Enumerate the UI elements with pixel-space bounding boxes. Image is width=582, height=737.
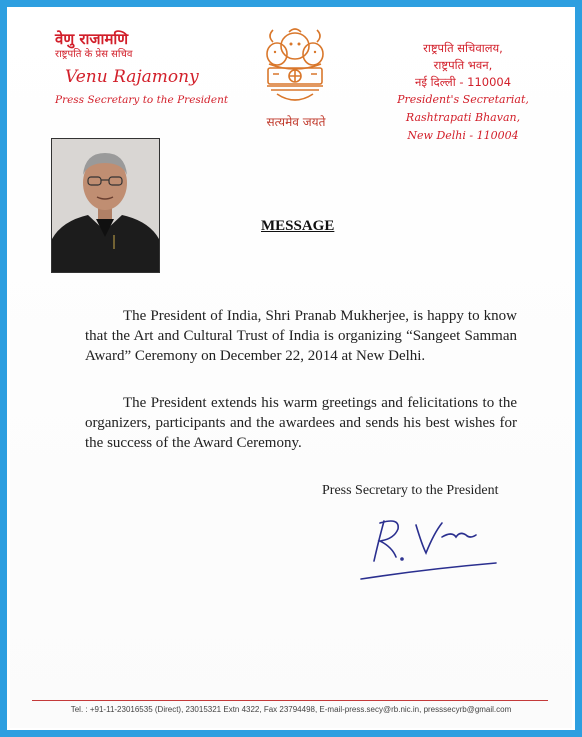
- message-paragraph-2: The President extends his warm greetings and felicitations to the organizers, participants and the awardees and sends his best wishes for the success of the Award Ceremony.: [85, 395, 517, 451]
- message-heading: MESSAGE: [261, 218, 335, 234]
- sender-title-hindi: राष्ट्रपति के प्रेस सचिव: [55, 49, 133, 60]
- president-photo: [51, 138, 160, 273]
- sender-title-english: Press Secretary to the President: [55, 94, 229, 106]
- address-line2-hindi: राष्ट्रपति भवन,: [433, 58, 493, 72]
- address-line2-english: Rashtrapati Bhavan,: [405, 111, 521, 124]
- address-line1-english: President's Secretariat,: [397, 93, 529, 106]
- handwritten-signature: [356, 513, 506, 588]
- address-line3-hindi: नई दिल्ली - 110004: [414, 75, 512, 89]
- signatory-title: Press Secretary to the President: [322, 483, 499, 498]
- address-line1-hindi: राष्ट्रपति सचिवालय,: [423, 41, 503, 55]
- address-line3-english: New Delhi - 110004: [407, 129, 519, 142]
- emblem-motto: सत्यमेव जयते: [266, 115, 326, 129]
- sender-name-english: Venu Rajamony: [65, 67, 199, 87]
- letterhead-left: [55, 30, 228, 108]
- national-emblem-icon: [255, 24, 335, 116]
- footer-divider: [32, 700, 548, 701]
- sender-name-hindi: वेणु राजामणि: [55, 30, 129, 48]
- footer-contact: Tel. : +91-11-23016535 (Direct), 23015321 Extn 4322, Fax 23794498, E-mail-press.secy@rb.nic.in, presssecyrb@gmail.com: [70, 705, 512, 714]
- letterhead-right: [393, 40, 533, 145]
- message-paragraph-1: The President of India, Shri Pranab Mukherjee, is happy to know that the Art and Cultural Trust of India is organizing “Sangeet Samman Award” Ceremony on December 22, 2014 at New Delhi.: [85, 308, 517, 364]
